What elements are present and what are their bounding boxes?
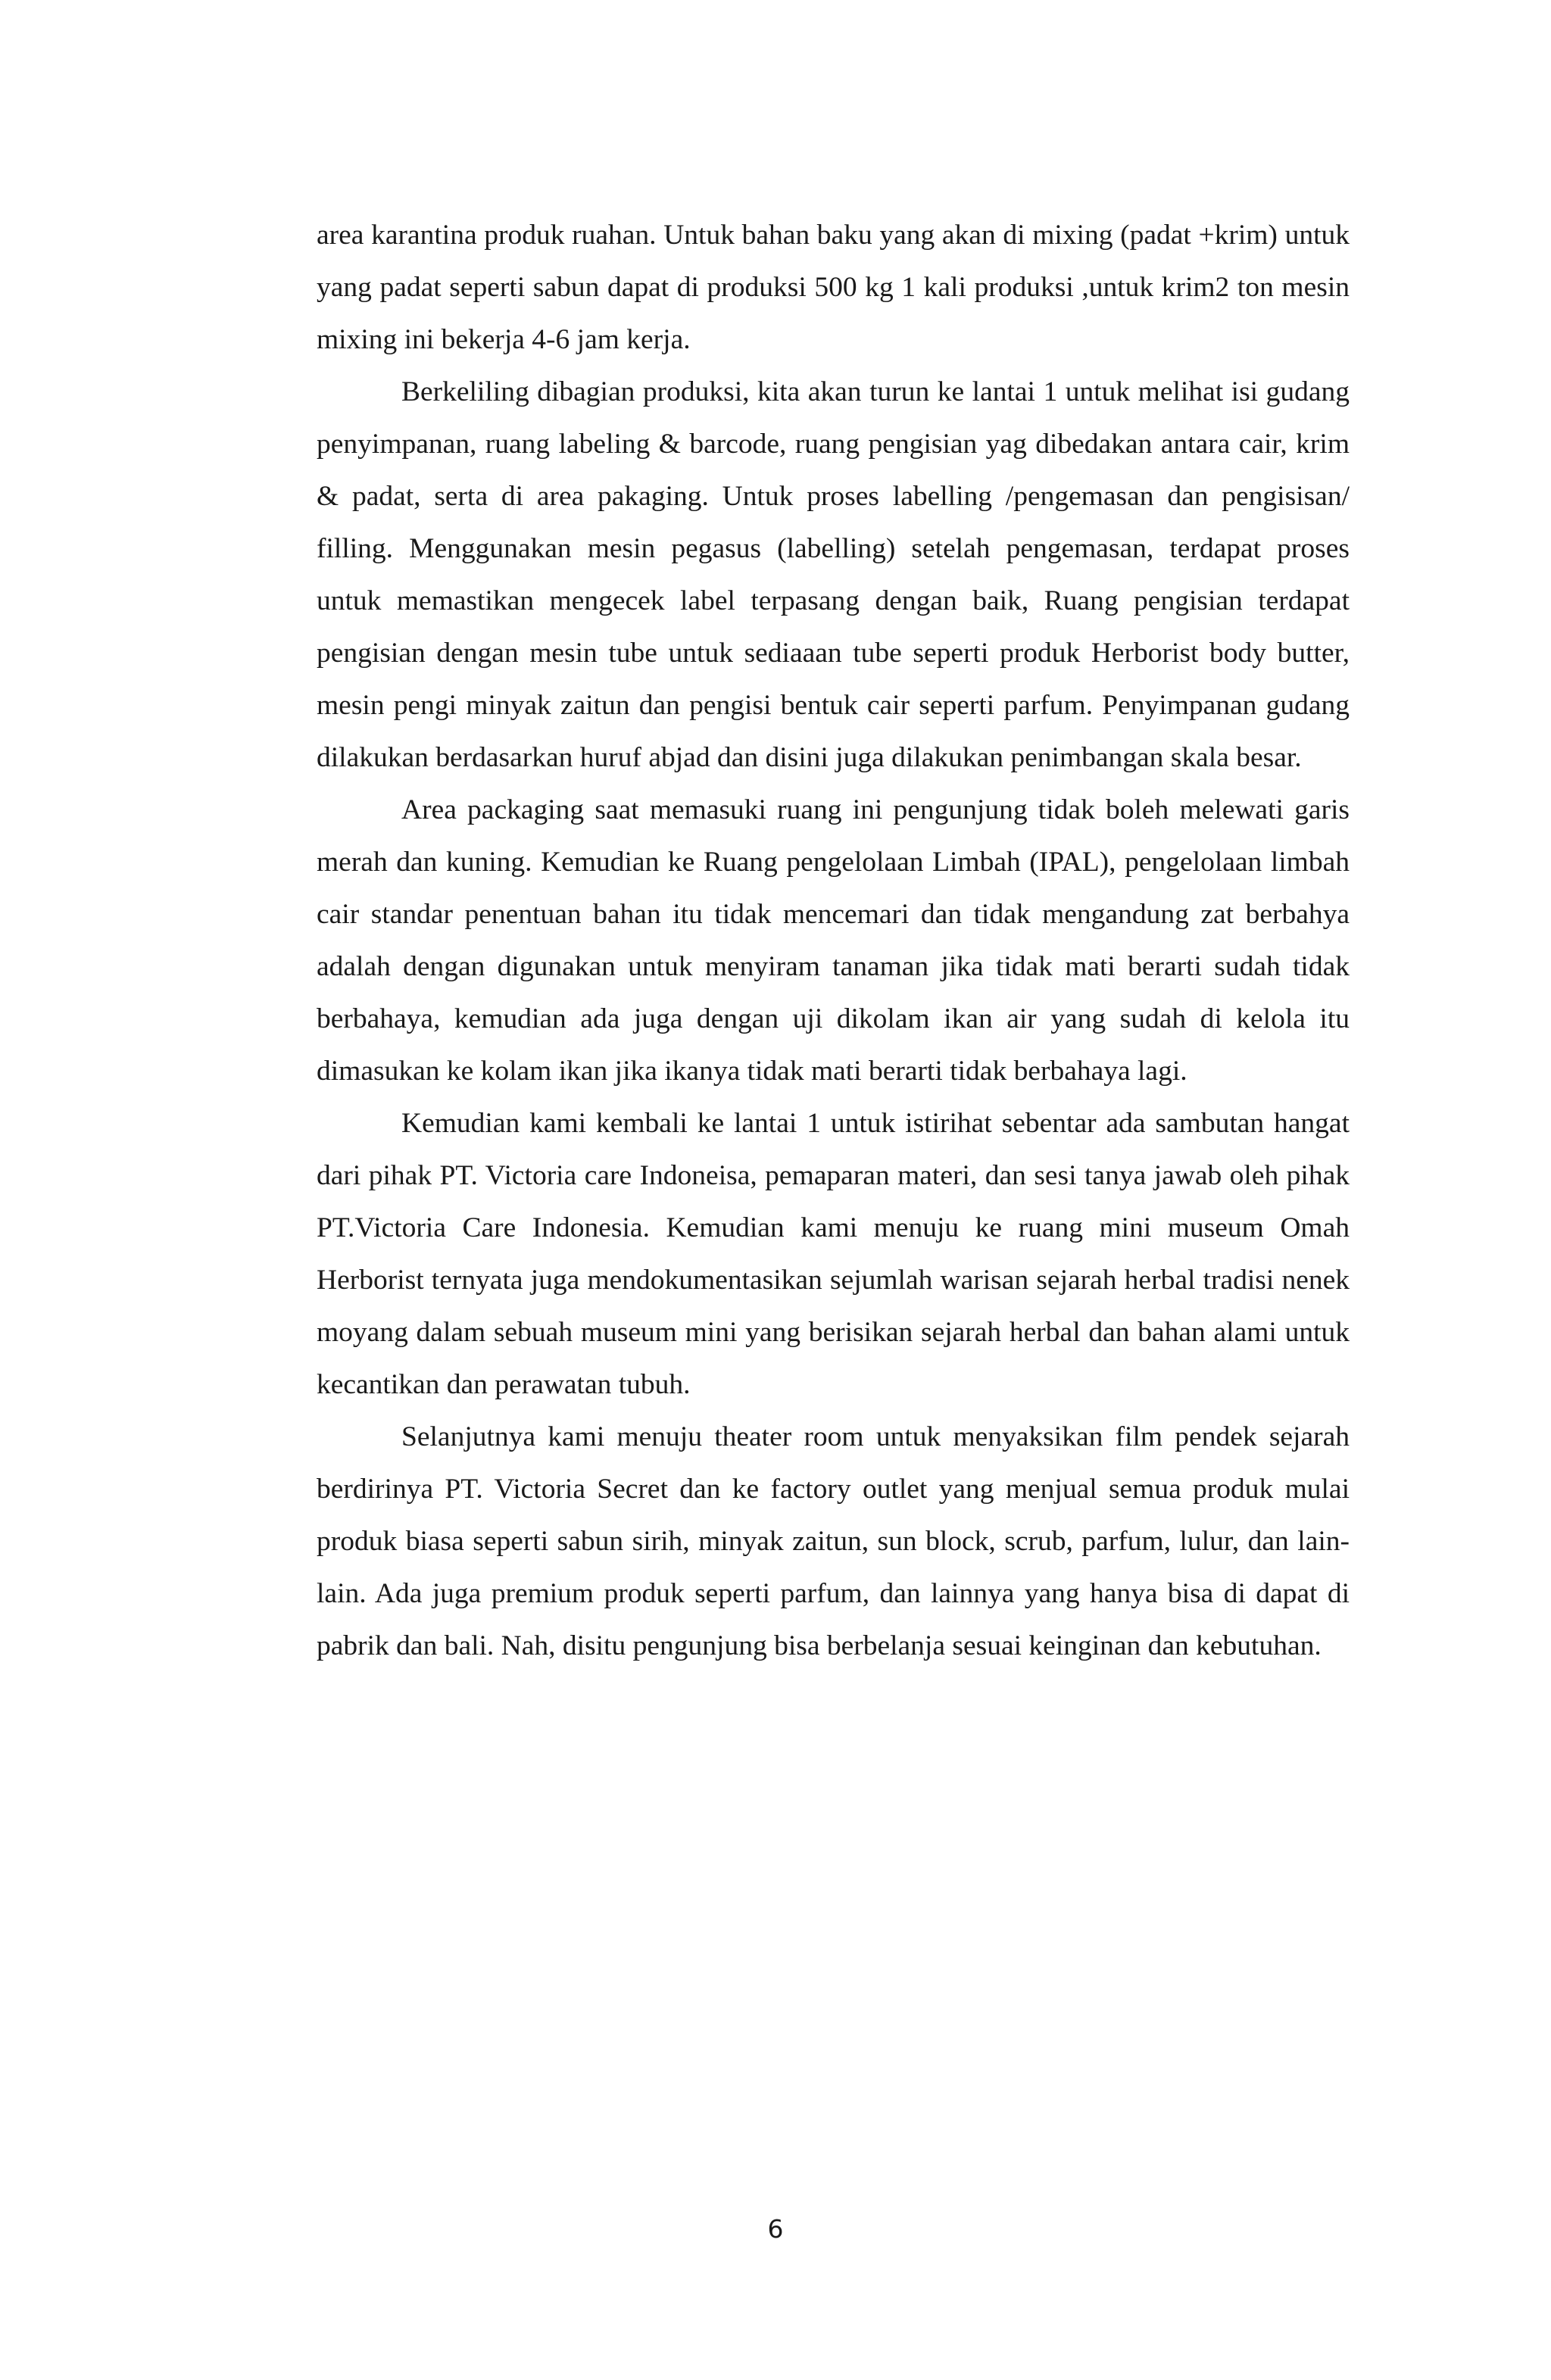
page-number: 6 <box>767 2214 784 2244</box>
body-text <box>317 209 1350 1672</box>
paragraph-2: Berkeliling dibagian produksi, kita akan turun ke lantai 1 untuk melihat isi gudang penyimpanan, ruang labeling & barcode, ruang pengisian yag dibedakan antara cair, krim & padat, serta di area pakaging. Untuk proses labelling /pengemasan dan pengisisan/ filling. Menggunakan mesin pegasus (labelling) setelah pengemasan, terdapat proses untuk memastikan mengecek label terpasang dengan baik, Ruang pengisian terdapat pengisian dengan mesin tube untuk sediaaan tube seperti produk Herborist body butter, mesin pengi minyak zaitun dan pengisi bentuk cair seperti parfum. Penyimpanan gudang dilakukan berdasarkan huruf abjad dan disini juga dilakukan penimbangan skala besar. <box>317 376 1350 773</box>
paragraph-1: area karantina produk ruahan. Untuk bahan baku yang akan di mixing (padat +krim) untuk yang padat seperti sabun dapat di produksi 500 kg 1 kali produksi ,untuk krim2 ton mesin mixing ini bekerja 4-6 jam kerja. <box>317 220 1350 355</box>
paragraph-3: Area packaging saat memasuki ruang ini pengunjung tidak boleh melewati garis merah dan kuning. Kemudian ke Ruang pengelolaan Limbah (IPAL), pengelolaan limbah cair standar penentuan bahan itu tidak mencemari dan tidak mengandung zat berbahya adalah dengan digunakan untuk menyiram tanaman jika tidak mati berarti sudah tidak berbahaya, kemudian ada juga dengan uji dikolam ikan air yang sudah di kelola itu dimasukan ke kolam ikan jika ikanya tidak mati berarti tidak berbahaya lagi. <box>317 794 1350 1087</box>
paragraph-5: Selanjutnya kami menuju theater room untuk menyaksikan film pendek sejarah berdirinya PT. Victoria Secret dan ke factory outlet yang menjual semua produk mulai produk biasa seperti sabun sirih, minyak zaitun, sun block, scrub, parfum, lulur, dan lain-lain. Ada juga premium produk seperti parfum, dan lainnya yang hanya bisa di dapat di pabrik dan bali. Nah, disitu pengunjung bisa berbelanja sesuai keinginan dan kebutuhan. <box>317 1421 1350 1661</box>
paragraph-4: Kemudian kami kembali ke lantai 1 untuk istirihat sebentar ada sambutan hangat dari pihak PT. Victoria care Indoneisa, pemaparan materi, dan sesi tanya jawab oleh pihak PT.Victoria Care Indonesia. Kemudian kami menuju ke ruang mini museum Omah Herborist ternyata juga mendokumentasikan sejumlah warisan sejarah herbal tradisi nenek moyang dalam sebuah museum mini yang berisikan sejarah herbal dan bahan alami untuk kecantikan dan perawatan tubuh. <box>317 1108 1350 1400</box>
